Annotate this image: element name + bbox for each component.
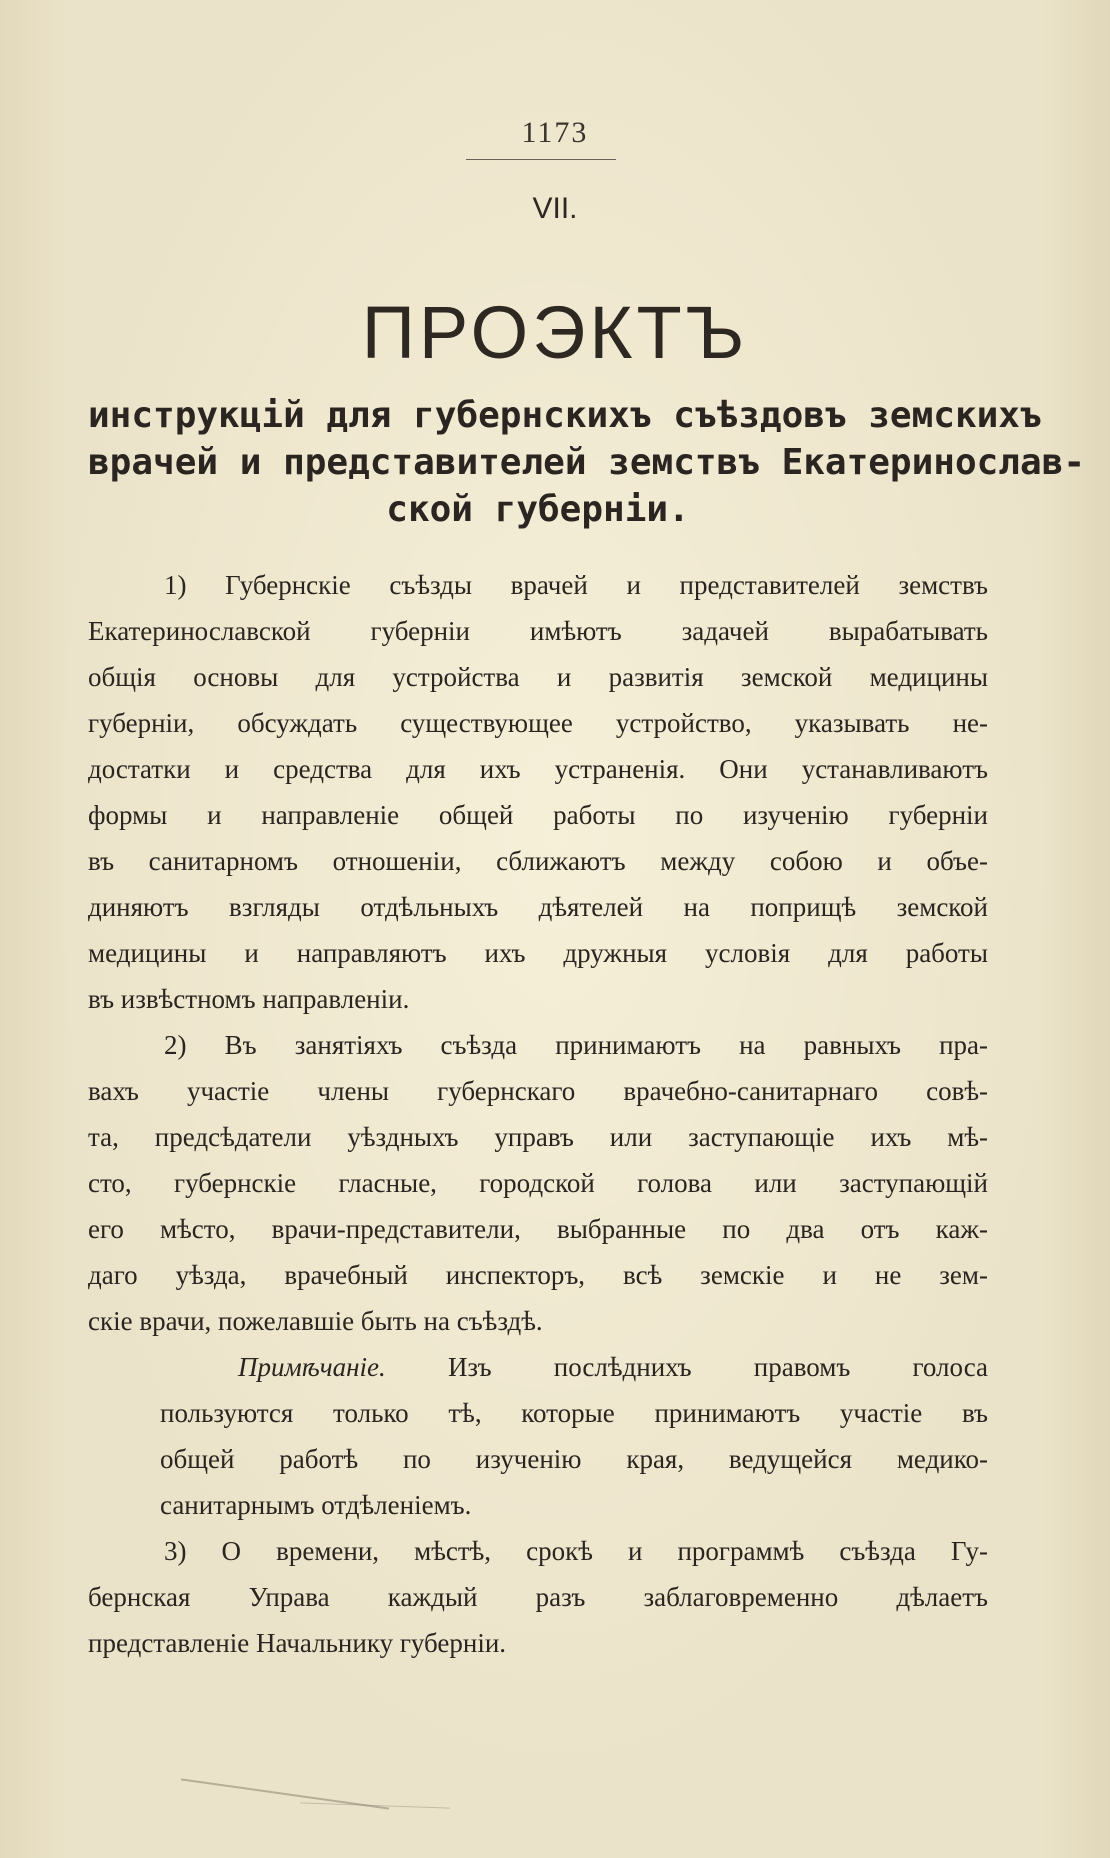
note-line: санитарнымъ отдѣленіемъ.	[160, 1490, 472, 1520]
paragraph-1-line: достатки и средства для ихъ устраненія. Они устанавливаютъ	[88, 754, 988, 784]
paragraph-1-line: 1) Губернскіе съѣзды врачей и представителей земствъ	[164, 570, 988, 600]
subtitle-line: инструкцій для губернскихъ съѣздовъ земскихъ	[88, 395, 1042, 436]
paragraph-3-line: бернская Управа каждый разъ заблаговременно дѣлаетъ	[88, 1582, 988, 1612]
paragraph-2-line: 2) Въ занятіяхъ съѣзда принимаютъ на равныхъ пра-	[164, 1030, 988, 1060]
document-title: ПРОЭКТЪ	[361, 291, 749, 374]
paragraph-2-line: вахъ участіе члены губернскаго врачебно-санитарнаго совѣ-	[88, 1076, 988, 1106]
page-number-rule	[466, 159, 616, 160]
paragraph-1-line: формы и направленіе общей работы по изученію губерніи	[88, 800, 988, 830]
note-label: Примѣчаніе.	[238, 1352, 386, 1382]
paragraph-2-line: даго уѣзда, врачебный инспекторъ, всѣ земскіе и не зем-	[88, 1260, 988, 1290]
note-text: Изъ послѣднихъ правомъ голоса	[447, 1352, 988, 1382]
paragraph-1-line: диняютъ взгляды отдѣльныхъ дѣятелей на поприщѣ земской	[88, 892, 988, 922]
paragraph-1-line: медицины и направляютъ ихъ дружныя условія для работы	[88, 938, 988, 968]
paragraph-2-line: скіе врачи, пожелавшіе быть на съѣздѣ.	[88, 1306, 543, 1336]
document-subtitle	[88, 392, 1085, 533]
paragraph-2-line: его мѣсто, врачи-представители, выбранные по два отъ каж-	[88, 1214, 988, 1244]
paragraph-1-line: въ извѣстномъ направленіи.	[88, 984, 410, 1014]
subtitle-line: ской губерніи.	[386, 489, 690, 530]
note-first-line	[88, 1344, 988, 1390]
note-line: общей работѣ по изученію края, ведущейся медико-	[160, 1444, 988, 1474]
document-body	[88, 562, 988, 1666]
note-line: пользуются только тѣ, которые принимаютъ участіе въ	[160, 1398, 988, 1428]
paragraph-2-line: сто, губернскіе гласные, городской голова или заступающій	[88, 1168, 988, 1198]
paragraph-2-line: та, предсѣдатели уѣздныхъ управъ или заступающіе ихъ мѣ-	[88, 1122, 988, 1152]
paragraph-1-line: общія основы для устройства и развитія земской медицины	[88, 662, 988, 692]
paragraph-3-line: 3) О времени, мѣстѣ, срокѣ и программѣ съѣзда Гу-	[164, 1536, 988, 1566]
section-number: VII.	[532, 192, 578, 225]
paragraph-1-line: губерніи, обсуждать существующее устройство, указывать не-	[88, 708, 988, 738]
page-number: 1173	[521, 116, 589, 149]
paragraph-1-line: въ санитарномъ отношеніи, сближаютъ между собою и объе-	[88, 846, 988, 876]
subtitle-line: врачей и представителей земствъ Екатеринослав-	[88, 442, 1085, 483]
paragraph-1-line: Екатеринославской губерніи имѣютъ задачей вырабатывать	[88, 616, 988, 646]
paragraph-3-line: представленіе Начальнику губерніи.	[88, 1628, 507, 1658]
